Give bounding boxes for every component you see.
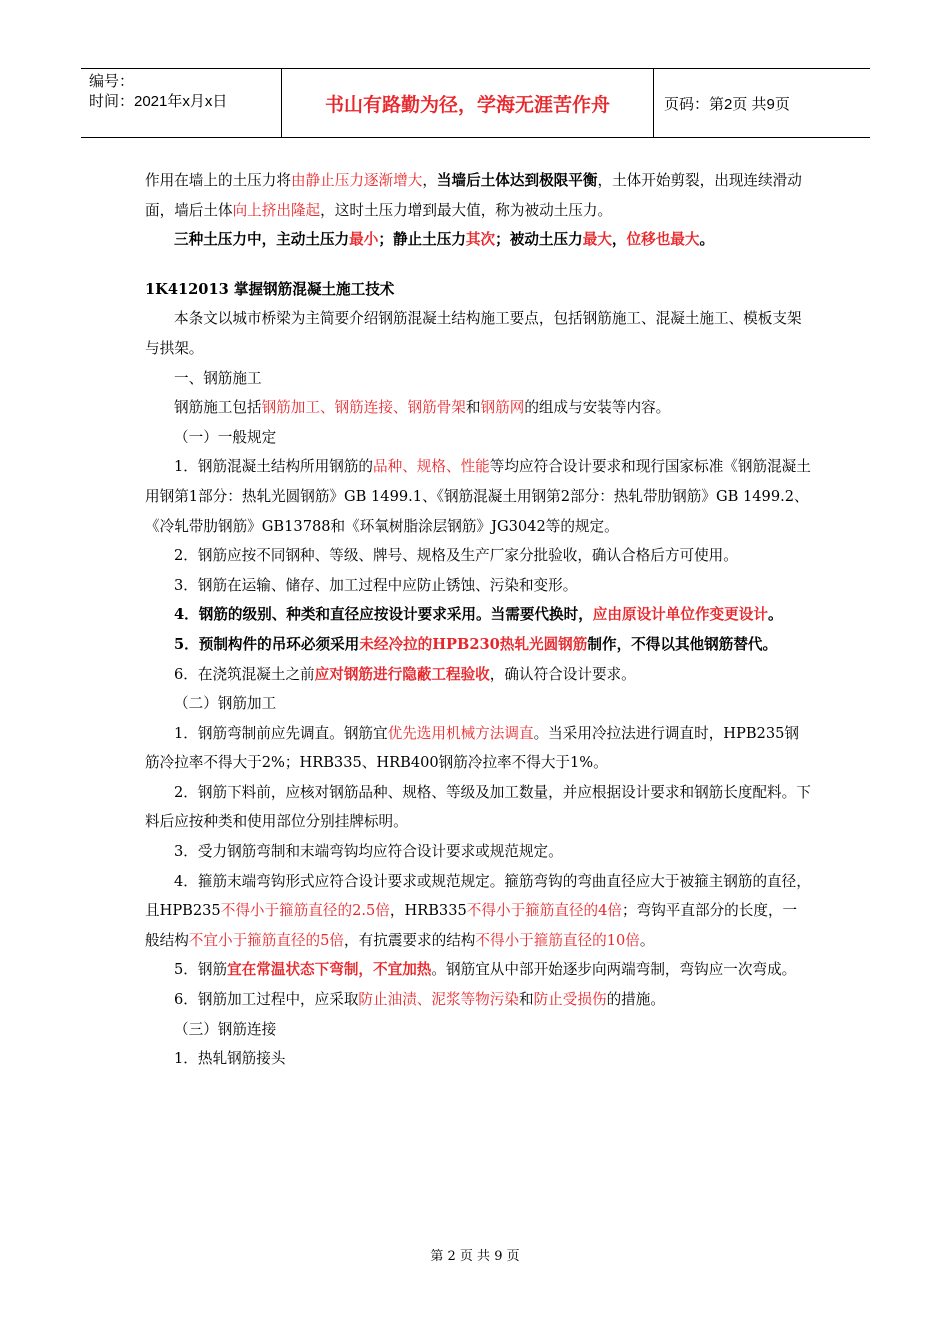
- list-item: 3．受力钢筋弯制和末端弯钩均应符合设计要求或规范规定。: [174, 843, 563, 861]
- list-item: 1．钢筋混凝土结构所用钢筋的品种、规格、性能等均应符合设计要求和现行国家标准《钢筋混凝土用钢第1部分：热轧光圆钢筋》GB 1499.1、《钢筋混凝土用钢第2部分：热轧带肋钢筋》GB 1499.2、《冷轧带肋钢筋》GB13788和《环氧树脂涂层钢筋》JG3042等的规定。: [145, 458, 811, 535]
- list-item: 1．热轧钢筋接头: [174, 1050, 286, 1068]
- heading-rebar-connection: （三）钢筋连接: [174, 1020, 277, 1038]
- list-item: 5．钢筋宜在常温状态下弯制，不宜加热。钢筋宜从中部开始逐步向两端弯制，弯钩应一次弯成。: [174, 961, 797, 979]
- header-number: 编号：: [89, 73, 135, 90]
- paragraph-rebar-scope: 钢筋施工包括钢筋加工、钢筋连接、钢筋骨架和钢筋网的组成与安装等内容。: [174, 399, 671, 417]
- list-item: 2．钢筋应按不同钢种、等级、牌号、规格及生产厂家分批验收，确认合格后方可使用。: [174, 547, 738, 565]
- page-footer: 第 2 页 共 9 页: [430, 1249, 520, 1264]
- header-page-number: 页码：第2页 共9页: [664, 96, 790, 113]
- heading-rebar-construction: 一、钢筋施工: [174, 369, 262, 387]
- list-item: 1．钢筋弯制前应先调直。钢筋宜优先选用机械方法调直。当采用冷拉法进行调直时，HPB235钢筋冷拉率不得大于2%；HRB335、HRB400钢筋冷拉率不得大于1%。: [145, 724, 800, 772]
- list-item: 2．钢筋下料前，应核对钢筋品种、规格、等级及加工数量，并应根据设计要求和钢筋长度配料。下料后应按种类和使用部位分别挂牌标明。: [145, 783, 811, 831]
- paragraph-intro: 本条文以城市桥梁为主简要介绍钢筋混凝土结构施工要点，包括钢筋施工、混凝土施工、模板支架与拱架。: [145, 310, 802, 357]
- list-item: 5．预制构件的吊环必须采用未经冷拉的HPB230热轧光圆钢筋制作，不得以其他钢筋替代。: [174, 635, 778, 653]
- paragraph-passive-pressure: 作用在墙上的土压力将由静止压力逐渐增大，当墙后土体达到极限平衡，土体开始剪裂，出现连续滑动面，墙后土体向上挤出隆起，这时土压力增到最大值，称为被动土压力。: [145, 172, 802, 219]
- heading-rebar-processing: （二）钢筋加工: [174, 695, 277, 713]
- header-motto: 书山有路勤为径，学海无涯苦作舟: [324, 94, 610, 116]
- header-divider: [653, 69, 654, 137]
- header-meta: [89, 72, 227, 112]
- heading-general-rules: （一）一般规定: [174, 428, 277, 446]
- document-body: [145, 166, 811, 1074]
- paragraph-pressure-summary: 三种土压力中，主动土压力最小；静止土压力其次；被动土压力最大，位移也最大。: [174, 231, 715, 249]
- list-item: 4．钢筋的级别、种类和直径应按设计要求采用。当需要代换时，应由原设计单位作变更设计。: [174, 606, 783, 624]
- list-item: 6．在浇筑混凝土之前应对钢筋进行隐蔽工程验收，确认符合设计要求。: [174, 665, 636, 683]
- section-title: 1K412013 掌握钢筋混凝土施工技术: [145, 280, 395, 298]
- list-item: 4．箍筋末端弯钩形式应符合设计要求或规范规定。箍筋弯钩的弯曲直径应大于被箍主钢筋的直径，且HPB235不得小于箍筋直径的2.5倍，HRB335不得小于箍筋直径的4倍；弯钩平直部分的长度，一般结构不宜小于箍筋直径的5倍，有抗震要求的结构不得小于箍筋直径的10倍。: [145, 872, 811, 949]
- list-item: 3．钢筋在运输、储存、加工过程中应防止锈蚀、污染和变形。: [174, 576, 578, 594]
- header-date: 时间：2021年x月x日: [89, 93, 228, 110]
- page-header: [81, 68, 870, 138]
- list-item: 6．钢筋加工过程中，应采取防止油渍、泥浆等物污染和防止受损伤的措施。: [174, 991, 665, 1009]
